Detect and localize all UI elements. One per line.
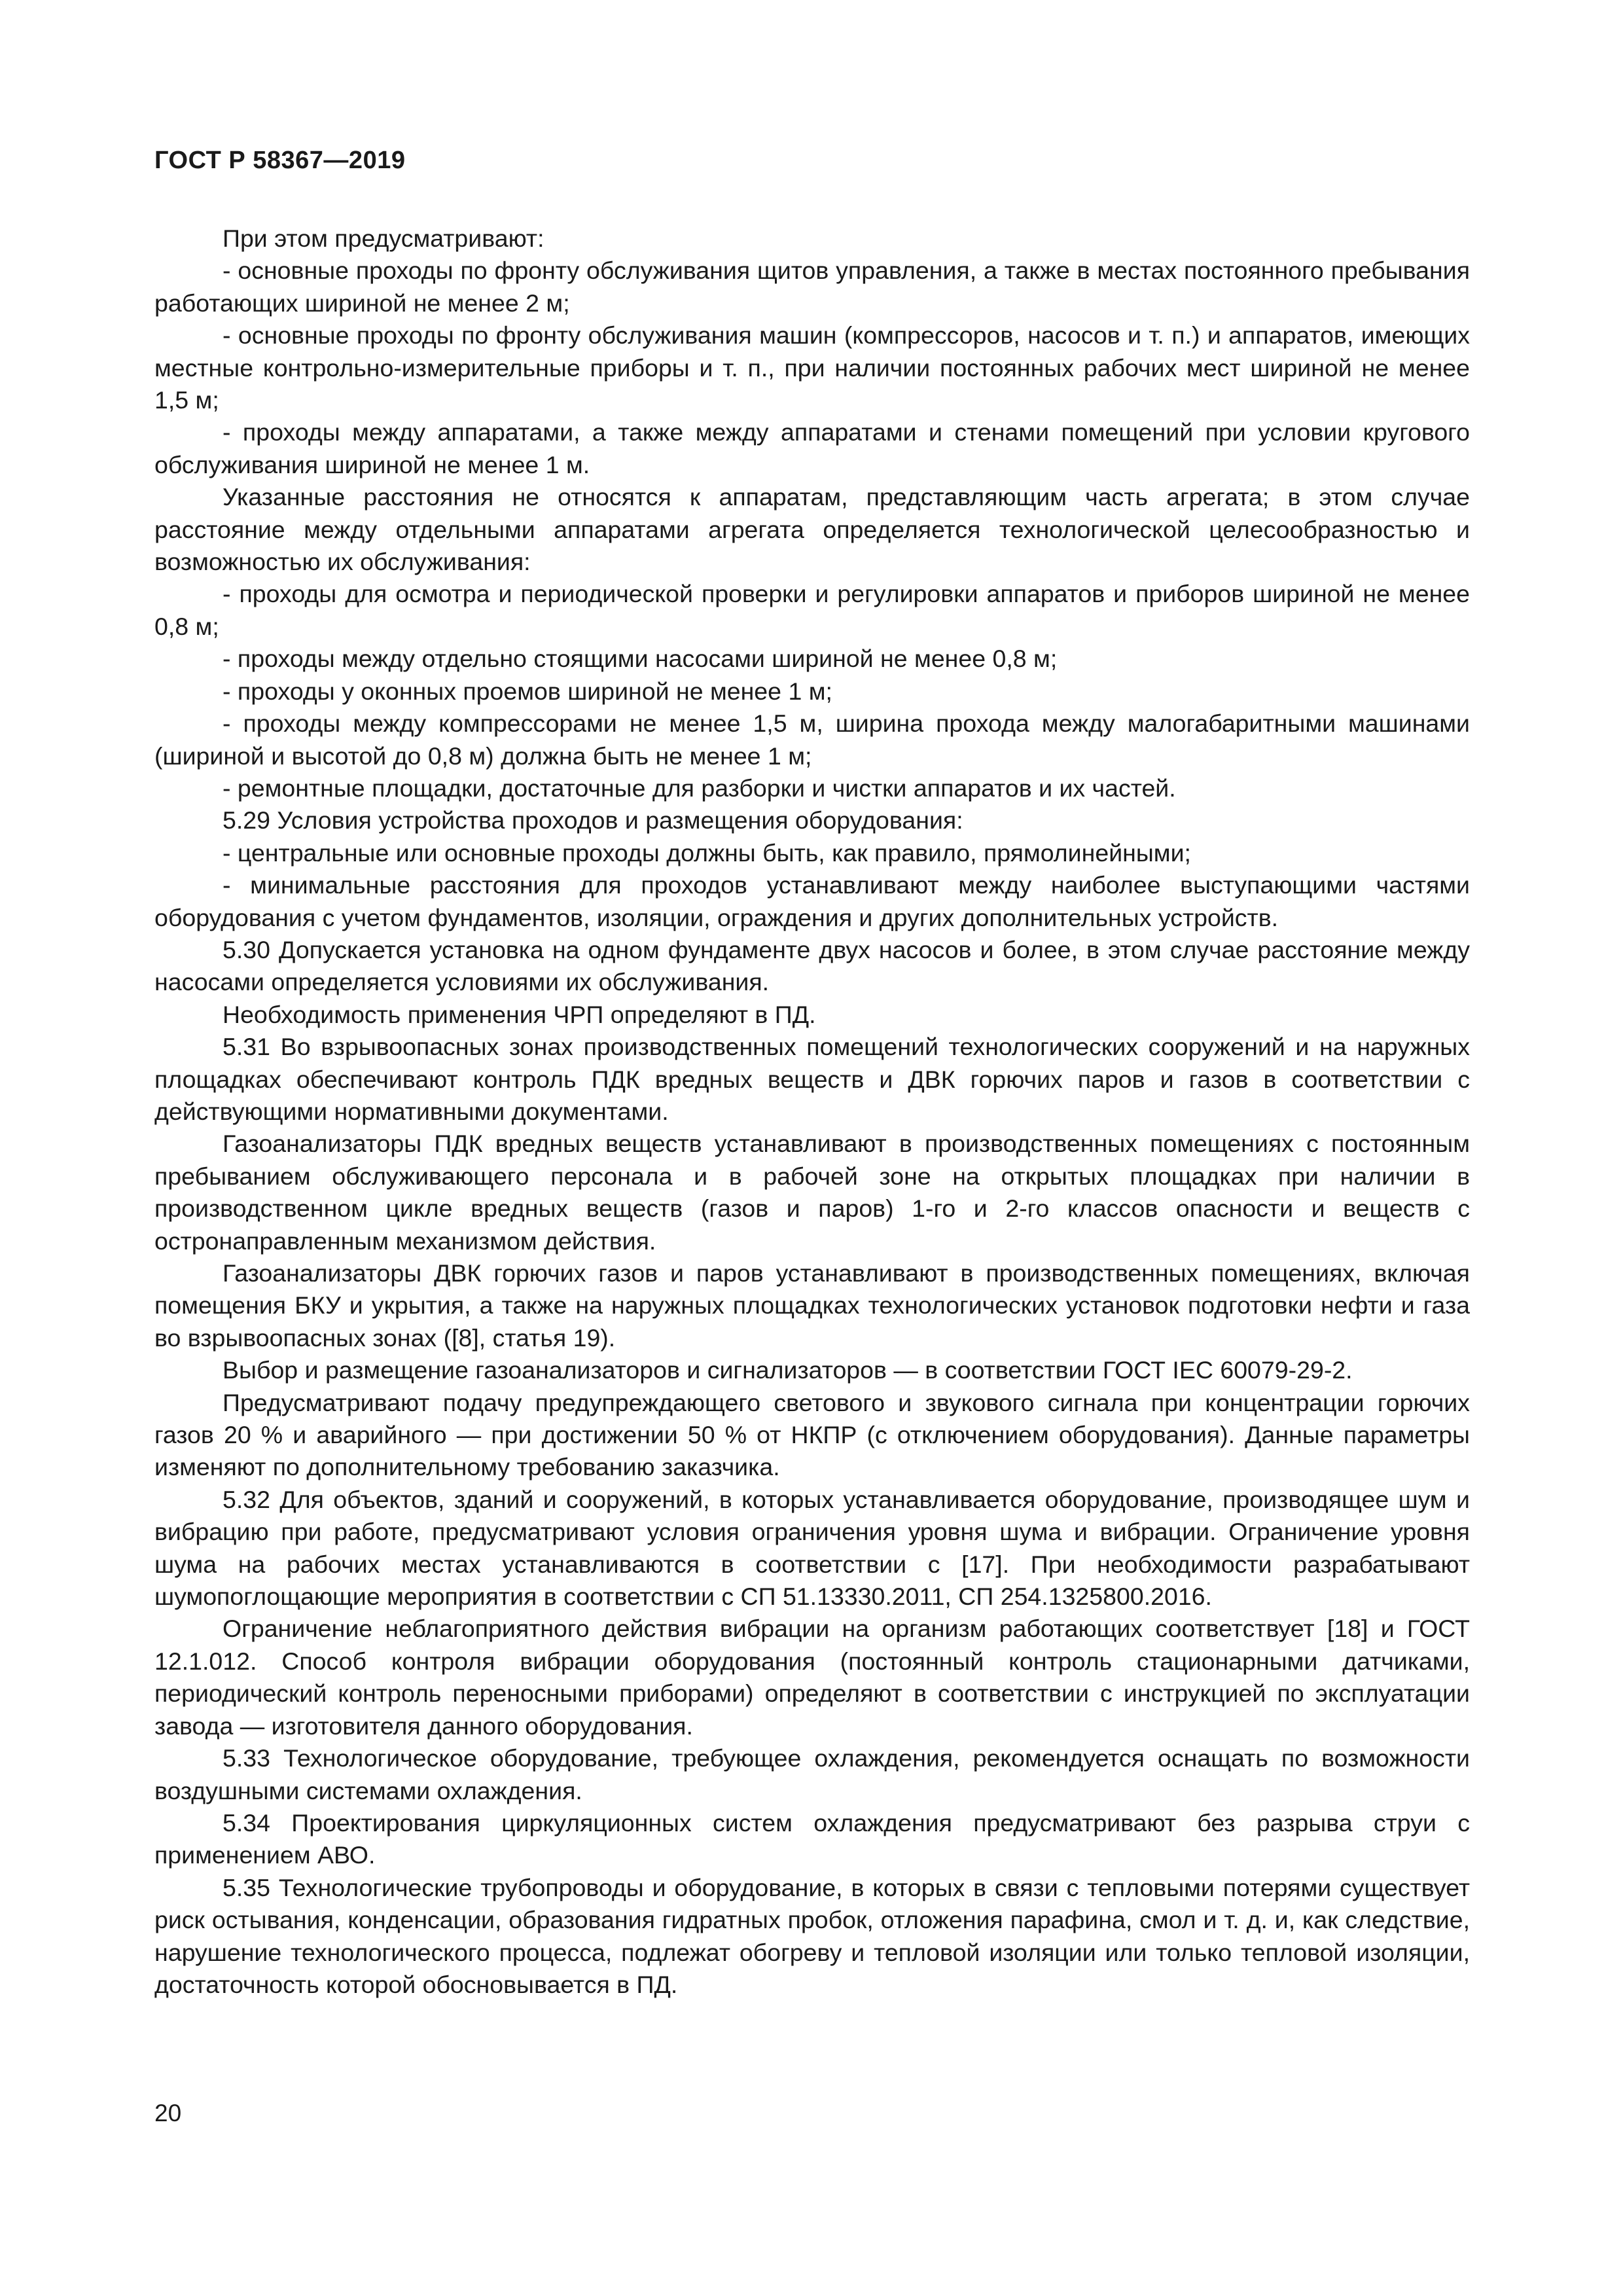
paragraph: - проходы между отдельно стоящими насосами шириной не менее 0,8 м; bbox=[223, 645, 1058, 673]
body-text bbox=[154, 223, 1470, 2001]
standard-designation: ГОСТ Р 58367—2019 bbox=[154, 147, 406, 174]
paragraph: При этом предусматривают: bbox=[223, 224, 544, 252]
paragraph: - ремонтные площадки, достаточные для разборки и чистки аппаратов и их частей. bbox=[223, 774, 1176, 802]
paragraph: - проходы у оконных проемов шириной не менее 1 м; bbox=[223, 677, 832, 705]
paragraph: 5.33 Технологическое оборудование, требующее охлаждения, рекомендуется оснащать по возможности воздушными системами охлаждения. bbox=[154, 1744, 1470, 1804]
paragraph: Ограничение неблагоприятного действия вибрации на организм работающих соответствует [18] и ГОСТ 12.1.012. Способ контроля вибрации оборудования (постоянный контроль стационарными датчиками, периодический контроль переносными приборами) определяют в соответствии с инструкцией по эксплуатации завода — изготовителя данного оборудования. bbox=[154, 1615, 1470, 1740]
paragraph: 5.34 Проектирования циркуляционных систем охлаждения предусматривают без разрыва струи с применением АВО. bbox=[154, 1808, 1470, 1869]
paragraph: Газоанализаторы ПДК вредных веществ устанавливают в производственных помещениях с постоянным пребыванием обслуживающего персонала и в рабочей зоне на открытых площадках при наличии в производственном цикле вредных веществ (газов и паров) 1-го и 2-го классов опасности и веществ с остронаправленным механизмом действия. bbox=[154, 1130, 1470, 1255]
paragraph: 5.29 Условия устройства проходов и размещения оборудования: bbox=[223, 806, 963, 834]
paragraph: 5.30 Допускается установка на одном фундаменте двух насосов и более, в этом случае расстояние между насосами определяется условиями их обслуживания. bbox=[154, 935, 1470, 996]
paragraph: Газоанализаторы ДВК горючих газов и паров устанавливают в производственных помещениях, включая помещения БКУ и укрытия, а также на наружных площадках технологических установок подготовки нефти и газа во взрывоопасных зонах ([8], статья 19). bbox=[154, 1259, 1470, 1352]
paragraph: 5.32 Для объектов, зданий и сооружений, в которых устанавливается оборудование, производящее шум и вибрацию при работе, предусматривают условия ограничения уровня шума и вибрации. Ограничение уровня шума на рабочих местах устанавливаются в соответствии с [17]. При необходимости разрабатывают шумопоглощающие мероприятия в соответствии с СП 51.13330.2011, СП 254.1325800.2016. bbox=[154, 1485, 1470, 1611]
paragraph: 5.35 Технологические трубопроводы и оборудование, в которых в связи с тепловыми потерями существует риск остывания, конденсации, образования гидратных пробок, отложения парафина, смол и т. д. и, как следствие, нарушение технологического процесса, подлежат обогреву и тепловой изоляции или только тепловой изоляции, достаточность которой обосновывается в ПД. bbox=[154, 1873, 1470, 1998]
paragraph: Указанные расстояния не относятся к аппаратам, представляющим часть агрегата; в этом случае расстояние между отдельными аппаратами агрегата определяется технологической целесообразностью и возможностью их обслуживания: bbox=[154, 483, 1470, 576]
paragraph: - проходы между компрессорами не менее 1,5 м, ширина прохода между малогабаритными машинами (шириной и высотой до 0,8 м) должна быть не менее 1 м; bbox=[154, 709, 1470, 770]
paragraph: - проходы для осмотра и периодической проверки и регулировки аппаратов и приборов шириной не менее 0,8 м; bbox=[154, 580, 1470, 640]
paragraph: - центральные или основные проходы должны быть, как правило, прямолинейными; bbox=[223, 838, 1191, 867]
paragraph: Предусматривают подачу предупреждающего светового и звукового сигнала при концентрации горючих газов 20 % и аварийного — при достижении 50 % от НКПР (с отключением оборудования). Данные параметры изменяют по дополнительному требованию заказчика. bbox=[154, 1388, 1470, 1481]
paragraph: - основные проходы по фронту обслуживания щитов управления, а также в местах постоянного пребывания работающих шириной не менее 2 м; bbox=[154, 257, 1470, 317]
paragraph: Необходимость применения ЧРП определяют в ПД. bbox=[223, 1000, 816, 1028]
paragraph: - основные проходы по фронту обслуживания машин (компрессоров, насосов и т. п.) и аппаратов, имеющих местные контрольно-измерительные приборы и т. п., при наличии постоянных рабочих мест шириной не менее 1,5 м; bbox=[154, 321, 1470, 414]
paragraph: 5.31 Во взрывоопасных зонах производственных помещений технологических сооружений и на наружных площадках обеспечивают контроль ПДК вредных веществ и ДВК горючих паров и газов в соответствии с действующими нормативными документами. bbox=[154, 1033, 1470, 1125]
paragraph: - проходы между аппаратами, а также между аппаратами и стенами помещений при условии кругового обслуживания шириной не менее 1 м. bbox=[154, 418, 1470, 478]
paragraph: - минимальные расстояния для проходов устанавливают между наиболее выступающими частями оборудования с учетом фундаментов, изоляции, ограждения и других дополнительных устройств. bbox=[154, 871, 1470, 931]
paragraph: Выбор и размещение газоанализаторов и сигнализаторов — в соответствии ГОСТ IEC 60079-29-2. bbox=[223, 1356, 1353, 1384]
page-number: 20 bbox=[154, 2100, 182, 2126]
